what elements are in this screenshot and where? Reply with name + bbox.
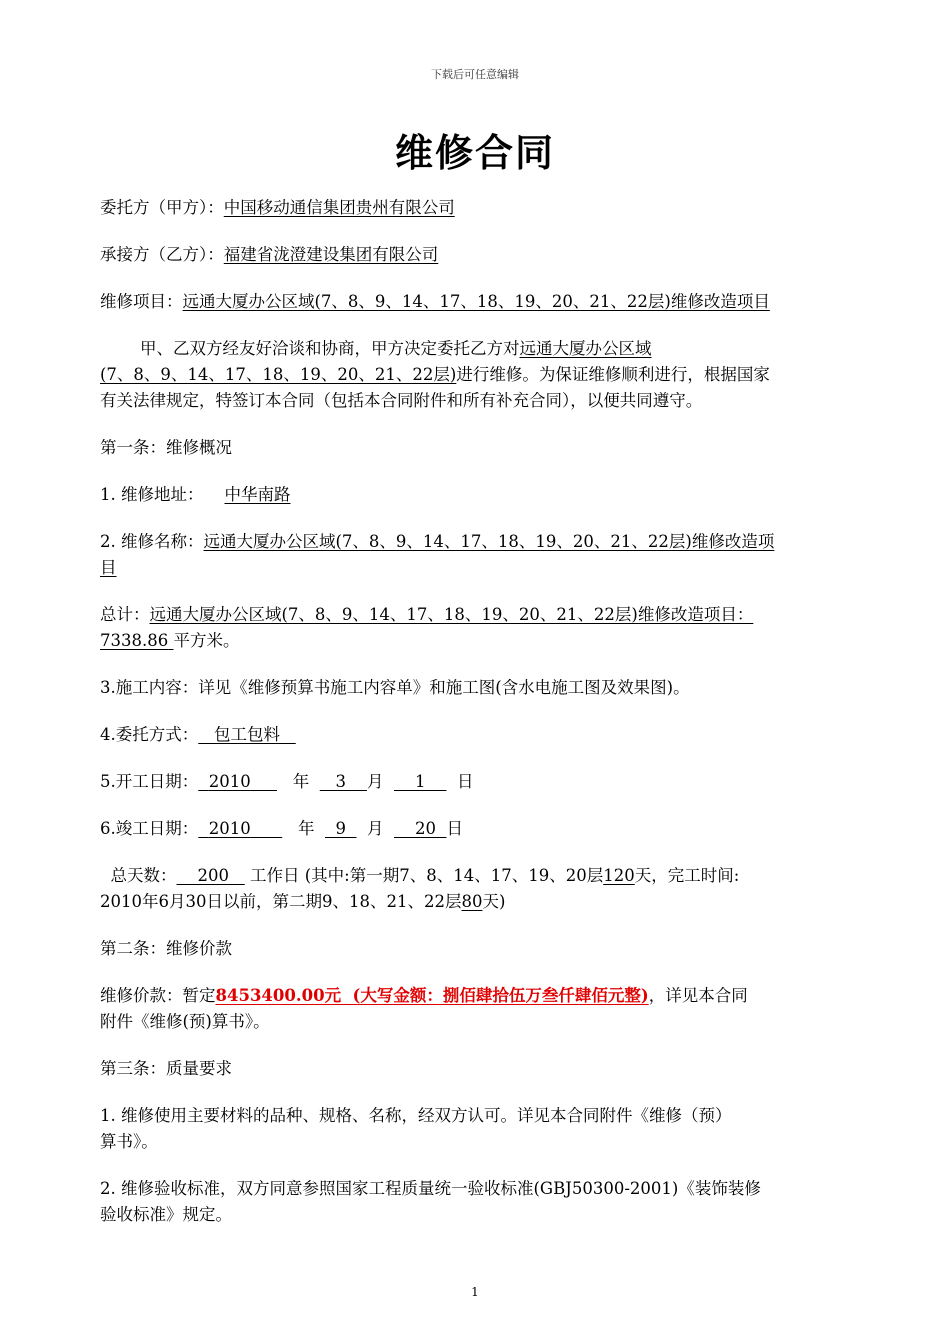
total-value-1: 远通大厦办公区域(7、8、9、14、17、18、19、20、21、22层)维修改造项目： [149,605,754,624]
quality-item-1-line-1: 1. 维修使用主要材料的品种、规格、名称，经双方认可。详见本合同附件《维修（预） [100,1106,732,1125]
document-title: 维修合同 [394,130,555,175]
article-1-heading: 第一条：维修概况 [100,438,232,457]
header-note: 下载后可任意编辑 [431,68,519,81]
intro-text-2: 进行维修。为保证维修顺利进行，根据国家 [456,365,770,384]
repair-name-line-1 [100,530,852,554]
start-month-unit: 月 [366,772,384,791]
page-number: 1 [471,1285,479,1299]
price-line-1 [100,984,852,1008]
end-date-line [100,817,852,841]
days-text-2: 天，完工时间: [634,866,740,885]
party-b-line [100,243,852,267]
days-label: 总天数： [110,866,177,885]
phase-2-days: 80 [461,892,483,911]
intro-underlined-1: 远通大厦办公区域 [519,339,652,358]
repair-name-line-2 [100,556,852,580]
price-tail: ，详见本合同 [648,986,748,1005]
quality-item-2-line-1: 2. 维修验收标准，双方同意参照国家工程质量统一验收标准(GBJ50300-2001)《装饰装修 [100,1179,761,1198]
total-line-1 [100,603,852,627]
mode-value: 包工包料 [214,725,280,744]
party-a-line [100,196,852,220]
repair-name-value-1: 远通大厦办公区域(7、8、9、14、17、18、19、20、21、22层)维修改造项 [203,532,775,551]
end-year: 2010 [208,819,251,838]
days-text-1: 工作日 (其中:第一期7、8、14、17、19、20层 [249,866,604,885]
total-area: 7338.86 [100,631,169,650]
end-day: 20 [414,819,436,838]
mode-line [100,723,852,747]
end-month: 9 [335,819,346,838]
address-label: 1. 维修地址： [100,485,204,504]
intro-text-1: 甲、乙双方经友好洽谈和协商，甲方决定委托乙方对 [140,339,520,358]
total-label: 总计： [100,605,150,624]
intro-line-2 [100,363,852,387]
intro-line-3: 有关法律规定，特签订本合同（包括本合同附件和所有补充合同），以便共同遵守。 [100,391,703,410]
intro-line-1 [100,337,852,361]
party-a-label: 委托方（甲方）： [100,198,224,217]
total-days-line-1 [100,864,852,888]
total-unit: 平方米。 [173,631,240,650]
repair-name-value-2: 目 [100,558,117,577]
project-line [100,290,852,314]
days-text-3: 2010年6月30日以前，第二期9、18、21、22层 [100,892,462,911]
days-value: 200 [197,866,229,885]
start-year-unit: 年 [292,772,310,791]
repair-name-label: 2. 维修名称： [100,532,204,551]
total-line-2 [100,629,852,653]
start-label: 5.开工日期： [100,772,199,791]
end-year-unit: 年 [297,819,315,838]
party-a-value: 中国移动通信集团贵州有限公司 [223,198,455,217]
end-month-unit: 月 [366,819,384,838]
price-label: 维修价款：暂定 [100,986,216,1005]
party-b-value: 福建省泷澄建设集团有限公司 [223,245,439,264]
price-line-2: 附件《维修(预)算书》。 [100,1012,270,1031]
address-line [100,483,852,507]
intro-underlined-2: (7、8、9、14、17、18、19、20、21、22层) [100,365,457,384]
start-month: 3 [335,772,346,791]
article-3-heading: 第三条：质量要求 [100,1059,232,1078]
construction-content: 3.施工内容：详见《维修预算书施工内容单》和施工图(含水电施工图及效果图)。 [100,678,690,697]
total-days-line-2 [100,890,852,914]
start-date-line [100,770,852,794]
quality-item-1-line-2: 算书》。 [100,1132,158,1151]
start-day-unit: 日 [456,772,474,791]
start-year: 2010 [208,772,251,791]
start-day: 1 [414,772,426,791]
quality-item-2-line-2: 验收标准》规定。 [100,1205,232,1224]
end-day-unit: 日 [446,819,463,838]
address-value: 中华南路 [224,485,291,504]
price-amount: 8453400.00元 (大写金额：捌佰肆拾伍万叁仟肆佰元整) [215,986,649,1005]
project-value: 远通大厦办公区域(7、8、9、14、17、18、19、20、21、22层)维修改造项目 [182,292,770,311]
mode-label: 4.委托方式： [100,725,199,744]
days-text-4: 天) [482,892,506,911]
phase-1-days: 120 [603,866,635,885]
article-2-heading: 第二条：维修价款 [100,939,232,958]
party-b-label: 承接方（乙方）： [100,245,224,264]
project-label: 维修项目： [100,292,183,311]
end-label: 6.竣工日期： [100,819,199,838]
